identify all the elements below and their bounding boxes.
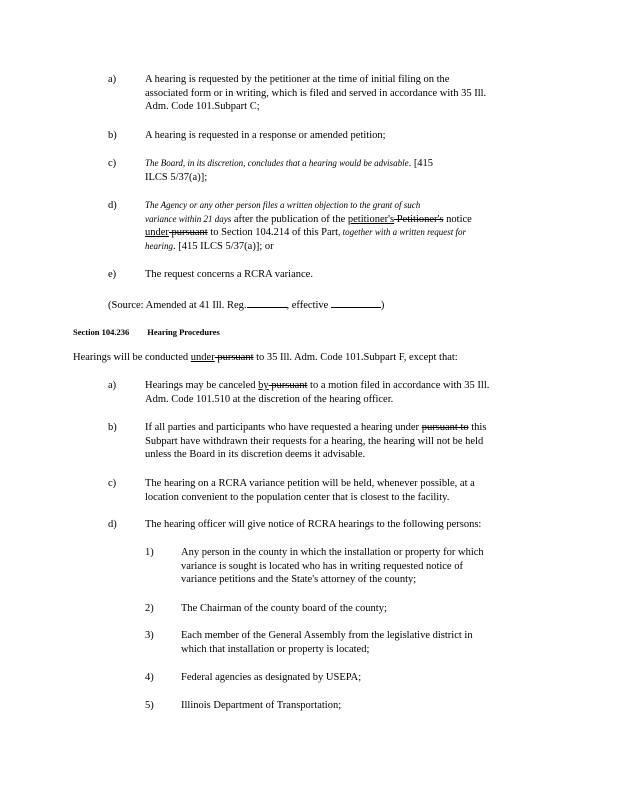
item-label-c: c) [108,158,117,169]
blank-line [247,297,287,308]
item-label-d2: d) [108,519,117,530]
item-label-d: d) [108,200,117,211]
item-label-b2: b) [108,422,117,433]
text-line: location convenient to the population center that is closest to the facility. [145,491,450,503]
subitem-label-4: 4) [145,672,154,683]
section-number: Section 104.236 [73,327,130,337]
text-line: The hearing on a RCRA variance petition will be held, whenever possible, at a [145,478,475,489]
item-label-a2: a) [108,380,117,391]
item-label-b: b) [108,130,117,141]
section-title: Hearing Procedures [147,327,220,337]
subitem-label-5: 5) [145,700,154,711]
text-line: The hearing officer will give notice of RCRA hearings to the following persons: [145,519,482,530]
citation: ILCS 5/37(a)]; [145,171,208,183]
text-line: associated form or in writing, which is filed and served in accordance with 35 Ill. [145,87,487,99]
section-heading [73,326,238,340]
paragraph-c [145,157,433,184]
subitem-4 [181,671,361,685]
text-line: variance petitions and the State's attorney of the county; [181,574,417,585]
text-line: Illinois Department of Transportation; [181,700,342,711]
text-line: A hearing is requested in a response or amended petition; [145,130,386,141]
text-line: The request concerns a RCRA variance. [145,269,313,280]
text-line: Each member of the General Assembly from the legislative district in [181,630,473,641]
statute-quote: The Board, in its discretion, concludes that a hearing would be advisable [145,158,409,168]
text-line: unless the Board in its discretion deems it advisable. [145,449,366,460]
subitem-2 [181,602,387,616]
deleted-text: pursuant [168,227,208,238]
statute-quote: The Agency or any other person files a written objection to the grant of such [145,200,421,210]
text: after the publication of the [231,213,348,225]
text-line: variance is sought is located who has in writing requested notice of [181,560,463,572]
paragraph-a [145,73,486,114]
statute-quote: hearing [145,240,173,251]
subitem-label-1: 1) [145,547,154,558]
text: to 35 Ill. Adm. Code 101.Subpart F, except that: [253,352,458,363]
subitem-3 [181,629,473,656]
statute-quote: , together with a written request for [338,227,467,237]
paragraph-b [145,129,386,143]
blank-line [331,297,381,308]
text-line: Adm. Code 101.Subpart C; [145,101,260,112]
citation: . [415 ILCS 5/37(a)]; or [173,240,274,252]
subitem-5 [181,699,341,713]
deleted-text: pursuant to [421,422,469,433]
text: to a motion filed in accordance with 35 Ill. [307,380,490,391]
text-line: Adm. Code 101.510 at the discretion of the hearing officer. [145,393,394,405]
source-note [108,297,384,313]
text-line: which that installation or property is located; [181,643,370,655]
deleted-text: pursuant [268,380,308,391]
inserted-text: under [190,352,215,363]
text-line: Subpart have withdrawn their requests for a hearing, the hearing will not be held [145,435,484,447]
subitem-label-3: 3) [145,630,154,641]
text: notice [443,213,472,225]
source-mid: , effective [286,300,329,311]
text: to Section 104.214 of this Part [207,227,339,238]
paragraph-e [145,268,313,282]
text: Hearings will be conducted [73,352,191,363]
item-label-e: e) [108,269,117,280]
citation: . [415 [408,158,434,169]
text: this [468,422,487,433]
inserted-text: petitioner's [347,213,395,225]
paragraph-d [145,199,472,253]
item-a [145,379,489,406]
item-d [145,518,481,532]
text: If all parties and participants who have requested a hearing under [145,422,422,433]
inserted-text: by [258,380,269,391]
item-label-c2: c) [108,478,117,489]
deleted-text: pursuant [214,352,254,363]
text: Hearings may be canceled [145,380,259,391]
item-b [145,421,486,462]
deleted-text: Petitioner's [394,213,444,225]
text-line: Any person in the county in which the installation or property for which [181,547,484,558]
item-label-a: a) [108,74,117,85]
statute-quote: variance within 21 days [145,213,232,224]
text-line: Federal agencies as designated by USEPA; [181,672,362,683]
text-line: The Chairman of the county board of the county; [181,603,387,614]
inserted-text: under [145,227,169,238]
source-end: ) [380,300,385,311]
source-prefix: (Source: Amended at 41 Ill. Reg. [108,300,247,311]
item-c [145,477,475,504]
subitem-1 [181,546,484,587]
text-line: A hearing is requested by the petitioner at the time of initial filing on the [145,74,450,85]
subitem-label-2: 2) [145,603,154,614]
section-intro [73,351,458,365]
